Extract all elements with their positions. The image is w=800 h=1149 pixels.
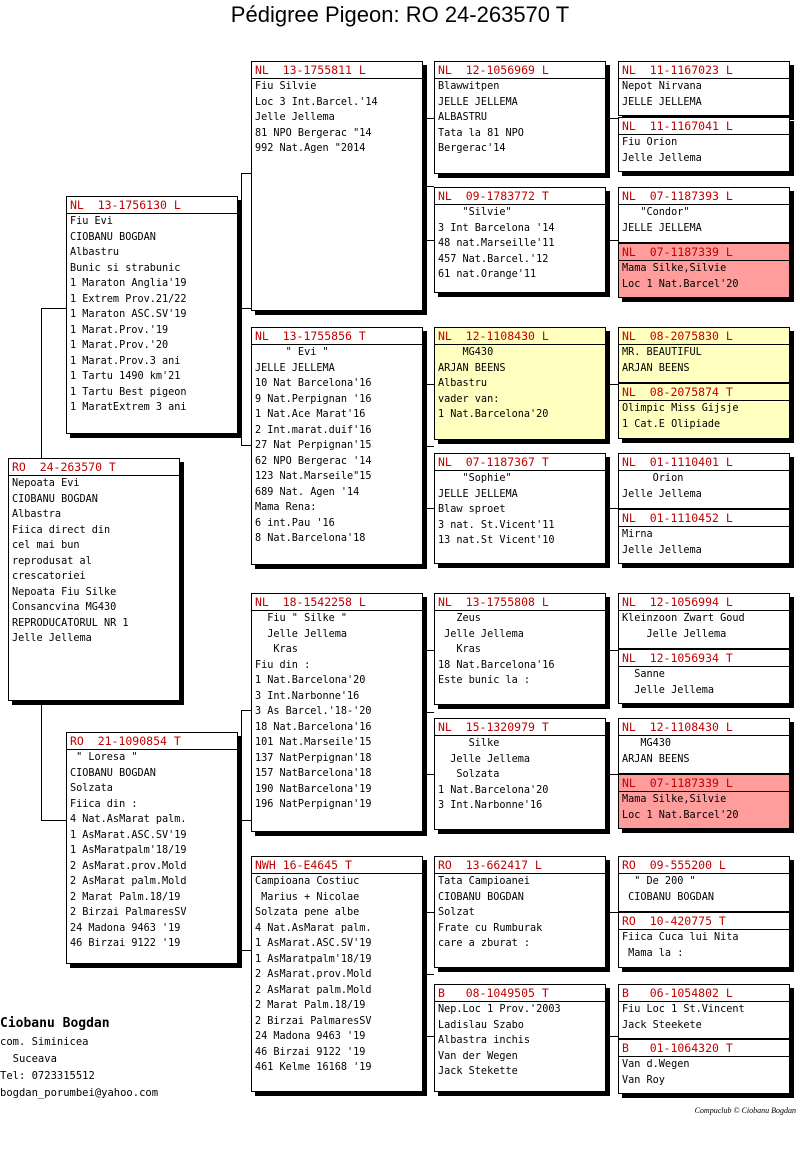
- connector-line: [241, 445, 251, 446]
- pigeon-info-line: Kras: [438, 644, 481, 655]
- ring-number: NL 07-1187393 L: [619, 188, 789, 205]
- pigeon-card: [434, 718, 606, 830]
- pigeon-card: [618, 327, 790, 383]
- pigeon-info-line: Mama la :: [622, 947, 684, 959]
- pigeon-info-line: Marius + Nicolae: [255, 891, 360, 903]
- ring-number: B 08-1049505 T: [435, 985, 605, 1002]
- connector-line: [426, 912, 434, 913]
- pigeon-info-line: Nep.Loc 1 Prov.'2003: [438, 1004, 561, 1015]
- pigeon-card: [434, 61, 606, 174]
- pigeon-info-line: 2 Birzai PalmaresSV: [255, 1015, 372, 1027]
- pigeon-info-line: Solzata: [70, 783, 113, 794]
- connector-line: [423, 712, 434, 713]
- connector-line: [606, 650, 618, 651]
- pigeon-info-line: 1 Marat.Prov.'20: [70, 340, 169, 351]
- pigeon-info-line: Nepot Nirvana: [622, 81, 702, 92]
- pigeon-info-line: Ladislau Szabo: [438, 1019, 524, 1031]
- pigeon-card: [618, 593, 790, 649]
- pigeon-info-line: 196 NatPerpignan'19: [255, 799, 372, 810]
- pigeon-info-line: 101 Nat.Marseile'15: [255, 737, 372, 748]
- ring-number: NL 07-1187367 T: [435, 454, 605, 471]
- ring-number: NL 18-1542258 L: [252, 594, 422, 611]
- pigeon-info-line: JELLE JELLEMA: [438, 96, 518, 108]
- connector-line: [423, 974, 434, 975]
- pigeon-card: [618, 718, 790, 774]
- pigeon-info-line: 6 int.Pau '16: [255, 517, 335, 529]
- pigeon-info-line: care a zburat :: [438, 938, 531, 949]
- pigeon-info-line: Tata la 81 NPO: [438, 127, 524, 139]
- connector-line: [426, 774, 434, 775]
- pigeon-info-line: Sanne: [622, 669, 665, 680]
- connector-line: [426, 912, 427, 1036]
- pigeon-info-line: 2 AsMarat palm.Mold: [70, 876, 187, 887]
- software-credit: Compuclub © Ciobanu Bogdan: [694, 1106, 796, 1115]
- ring-number: RO 09-555200 L: [619, 857, 789, 874]
- ring-number: B 06-1054802 L: [619, 985, 789, 1002]
- pigeon-info-line: 62 NPO Bergerac '14: [255, 455, 372, 467]
- pigeon-info-line: 1 Extrem Prov.21/22: [70, 293, 187, 305]
- pigeon-info-line: Kleinzoon Zwart Goud: [622, 613, 745, 624]
- owner-address-line: com. Siminicea: [0, 1036, 89, 1048]
- pigeon-card: [618, 774, 790, 829]
- pigeon-info-line: Jelle Jellema: [622, 488, 702, 500]
- pigeon-info-line: ALBASTRU: [438, 112, 488, 123]
- ring-number: NL 12-1056994 L: [619, 594, 789, 611]
- pigeon-info-line: Kras: [255, 644, 298, 655]
- pigeon-info-line: 190 NatBarcelona'19: [255, 783, 372, 795]
- pigeon-info-line: 1 AsMarat.ASC.SV'19: [70, 829, 187, 841]
- pigeon-info-line: 4 Nat.AsMarat palm.: [70, 814, 187, 825]
- ring-number: NL 12-1056934 T: [619, 650, 789, 667]
- connector-line: [426, 384, 427, 508]
- pigeon-info-line: Jelle Jellema: [12, 633, 92, 644]
- pigeon-info-line: Jelle Jellema: [438, 753, 531, 765]
- owner-address-line: Suceava: [0, 1053, 57, 1065]
- pigeon-card: [434, 187, 606, 293]
- pigeon-info-line: JELLE JELLEMA: [255, 362, 335, 374]
- ring-number: RO 21-1090854 T: [67, 733, 237, 750]
- connector-line: [241, 173, 242, 445]
- owner-name: Ciobanu Bogdan: [0, 1016, 110, 1031]
- pigeon-card: [618, 856, 790, 912]
- connector-line: [238, 820, 251, 821]
- pigeon-info-line: 3 Int.Narbonne'16: [438, 800, 543, 811]
- ring-number: B 01-1064320 T: [619, 1040, 789, 1057]
- ring-number: NL 09-1783772 T: [435, 188, 605, 205]
- pigeon-info-line: " De 200 ": [622, 876, 696, 887]
- pigeon-info-line: Blaw sproet: [438, 504, 506, 515]
- connector-line: [41, 820, 66, 821]
- pigeon-info-line: Fiu Orion: [622, 137, 678, 148]
- pigeon-info-line: 27 Nat Perpignan'15: [255, 440, 372, 451]
- pigeon-info-line: 1 Tartu Best pigeon: [70, 386, 187, 398]
- pigeon-info-line: Fiu Evi: [70, 216, 113, 227]
- connector-line: [426, 240, 434, 241]
- pigeon-info-line: " Evi ": [255, 347, 329, 358]
- pigeon-info-line: Bergerac'14: [438, 143, 506, 154]
- ring-number: NL 13-1755856 T: [252, 328, 422, 345]
- connector-line: [241, 950, 251, 951]
- pigeon-info-line: Jelle Jellema: [622, 684, 715, 696]
- pigeon-info-line: Solzata pene albe: [255, 907, 360, 918]
- pigeon-info-line: Jelle Jellema: [622, 152, 702, 164]
- pigeon-info-line: Jelle Jellema: [255, 628, 348, 640]
- connector-line: [41, 308, 42, 460]
- connector-line: [241, 710, 242, 950]
- pigeon-info-line: REPRODUCATORUL NR 1: [12, 617, 129, 629]
- pigeon-info-line: Olimpic Miss Gijsje: [622, 403, 739, 414]
- pigeon-info-line: Albastru: [70, 247, 120, 258]
- pigeon-info-line: 1 Cat.E Olipiade: [622, 418, 721, 430]
- pigeon-info-line: 2 Int.marat.duif'16: [255, 424, 372, 436]
- pigeon-info-line: 3 Int Barcelona '14: [438, 222, 555, 234]
- pigeon-card: [434, 593, 606, 705]
- ring-number: NL 08-2075874 T: [619, 384, 789, 401]
- pigeon-card: [251, 61, 423, 311]
- pigeon-info-line: "Sophie": [438, 473, 512, 484]
- pigeon-info-line: " Loresa ": [70, 752, 138, 763]
- pigeon-info-line: Albastra: [12, 509, 62, 520]
- pigeon-info-line: 61 nat.Orange'11: [438, 269, 537, 280]
- connector-line: [426, 384, 434, 385]
- pigeon-info-line: 46 Birzai 9122 '19: [70, 938, 181, 949]
- pigeon-info-line: 992 Nat.Agen "2014: [255, 143, 366, 154]
- pigeon-info-line: Campioana Costiuc: [255, 876, 360, 887]
- pigeon-info-line: cel mai bun: [12, 540, 80, 551]
- pigeon-info-line: 689 Nat. Agen '14: [255, 486, 360, 498]
- pigeon-info-line: 8 Nat.Barcelona'18: [255, 533, 366, 544]
- pigeon-card: [618, 1039, 790, 1094]
- pigeon-info-line: 81 NPO Bergerac "14: [255, 127, 372, 139]
- connector-line: [423, 186, 434, 187]
- pigeon-info-line: 2 AsMarat.prov.Mold: [70, 860, 187, 872]
- pigeon-info-line: Van Roy: [622, 1074, 665, 1086]
- pigeon-info-line: ARJAN BEENS: [438, 362, 506, 374]
- pigeon-info-line: Este bunic la :: [438, 675, 531, 686]
- pigeon-info-line: Nepoata Fiu Silke: [12, 586, 117, 598]
- pigeon-card: [66, 196, 238, 434]
- pigeon-info-line: Nepoata Evi: [12, 478, 80, 489]
- ring-number: NL 12-1108430 L: [435, 328, 605, 345]
- pigeon-info-line: 24 Madona 9463 '19: [255, 1031, 366, 1042]
- pigeon-card: [618, 649, 790, 704]
- pigeon-info-line: Solzata: [438, 769, 500, 780]
- pigeon-info-line: Orion: [622, 473, 684, 484]
- pigeon-info-line: 46 Birzai 9122 '19: [255, 1046, 366, 1058]
- pigeon-info-line: Loc 3 Int.Barcel.'14: [255, 96, 378, 108]
- pigeon-info-line: Fiu " Silke ": [255, 613, 348, 624]
- pigeon-info-line: 4 Nat.AsMarat palm.: [255, 922, 372, 934]
- pigeon-info-line: 18 Nat.Barcelona'16: [438, 659, 555, 671]
- pigeon-info-line: Fiica direct din: [12, 524, 111, 536]
- connector-line: [241, 710, 251, 711]
- pigeon-info-line: Jelle Jellema: [255, 112, 335, 123]
- pigeon-info-line: 1 Maraton ASC.SV'19: [70, 309, 187, 320]
- pigeon-info-line: ARJAN BEENS: [622, 753, 690, 765]
- pigeon-info-line: Fiu Silvie: [255, 81, 317, 92]
- pigeon-info-line: 18 Nat.Barcelona'16: [255, 721, 372, 733]
- pigeon-info-line: 1 Marat.Prov.'19: [70, 324, 169, 336]
- pigeon-info-line: MR. BEAUTIFUL: [622, 347, 702, 358]
- connector-line: [241, 173, 251, 174]
- pigeon-info-line: crescatoriei: [12, 571, 86, 582]
- connector-line: [606, 774, 618, 775]
- pigeon-info-line: 13 nat.St Vicent'10: [438, 535, 555, 546]
- ring-number: NL 12-1056969 L: [435, 62, 605, 79]
- pigeon-info-line: Bunic si strabunic: [70, 262, 181, 274]
- pigeon-card: [8, 458, 180, 701]
- pigeon-info-line: Mirna: [622, 529, 653, 540]
- ring-number: NL 12-1108430 L: [619, 719, 789, 736]
- pigeon-card: [618, 243, 790, 298]
- pigeon-info-line: JELLE JELLEMA: [622, 222, 702, 234]
- ring-number: RO 10-420775 T: [619, 913, 789, 930]
- pigeon-info-line: 48 nat.Marseille'11: [438, 238, 555, 249]
- pigeon-info-line: 1 Tartu 1490 km'21: [70, 371, 181, 382]
- pigeon-info-line: Jelle Jellema: [622, 628, 727, 640]
- pigeon-info-line: 1 Nat.Barcelona'20: [438, 784, 549, 796]
- ring-number: NL 11-1167041 L: [619, 118, 789, 135]
- pigeon-card: [66, 732, 238, 964]
- pigeon-info-line: 123 Nat.Marseile"15: [255, 471, 372, 482]
- pigeon-card: [434, 984, 606, 1092]
- pigeon-info-line: Fiica Cuca lui Nita: [622, 932, 739, 943]
- connector-line: [606, 912, 618, 913]
- pigeon-info-line: Fiica din :: [70, 798, 138, 810]
- pigeon-info-line: 1 AsMarat.ASC.SV'19: [255, 938, 372, 949]
- pigeon-card: [618, 509, 790, 564]
- ring-number: NL 13-1755808 L: [435, 594, 605, 611]
- connector-line: [606, 508, 618, 509]
- pigeon-info-line: JELLE JELLEMA: [622, 96, 702, 108]
- pigeon-info-line: Solzat: [438, 907, 475, 918]
- pigeon-info-line: Jelle Jellema: [622, 544, 702, 556]
- pigeon-info-line: 1 Nat.Barcelona'20: [438, 409, 549, 420]
- connector-line: [606, 1036, 618, 1037]
- connector-line: [426, 650, 427, 774]
- connector-line: [41, 701, 42, 821]
- pigeon-info-line: 1 AsMaratpalm'18/19: [255, 953, 372, 965]
- pigeon-info-line: CIOBANU BOGDAN: [622, 891, 715, 903]
- ring-number: NL 11-1167023 L: [619, 62, 789, 79]
- pigeon-info-line: 2 Birzai PalmaresSV: [70, 907, 187, 918]
- pigeon-info-line: Albastru: [438, 378, 488, 389]
- pigeon-card: [251, 593, 423, 832]
- pigeon-card: [434, 856, 606, 968]
- pigeon-info-line: Frate cu Rumburak: [438, 922, 543, 934]
- pigeon-card: [434, 453, 606, 564]
- pigeon-info-line: 2 AsMarat palm.Mold: [255, 984, 372, 996]
- pigeon-info-line: 461 Kelme 16168 '19: [255, 1062, 372, 1073]
- pigeon-info-line: ARJAN BEENS: [622, 362, 690, 374]
- connector-line: [423, 446, 434, 447]
- pigeon-info-line: 3 Int.Narbonne'16: [255, 690, 360, 702]
- connector-line: [426, 1036, 434, 1037]
- pigeon-info-line: 457 Nat.Barcel.'12: [438, 253, 549, 265]
- pigeon-info-line: Jelle Jellema: [438, 628, 524, 640]
- connector-line: [426, 508, 434, 509]
- pigeon-info-line: "Condor": [622, 207, 690, 218]
- connector-line: [606, 384, 618, 385]
- pigeon-card: [618, 61, 790, 116]
- pigeon-info-line: Van der Wegen: [438, 1050, 518, 1062]
- pigeon-info-line: Loc 1 Nat.Barcel'20: [622, 278, 739, 290]
- pigeon-info-line: vader van:: [438, 393, 500, 405]
- connector-line: [426, 118, 427, 240]
- ring-number: NL 07-1187339 L: [619, 775, 789, 792]
- ring-number: NL 01-1110452 L: [619, 510, 789, 527]
- pigeon-info-line: Zeus: [438, 613, 481, 624]
- connector-line: [238, 308, 251, 309]
- pigeon-info-line: 2 AsMarat.prov.Mold: [255, 969, 372, 980]
- owner-email: bogdan_porumbei@yahoo.com: [0, 1087, 159, 1099]
- pigeon-info-line: CIOBANU BOGDAN: [70, 767, 156, 779]
- pigeon-info-line: CIOBANU BOGDAN: [70, 231, 156, 243]
- connector-line: [606, 118, 618, 119]
- pigeon-card: [251, 856, 423, 1092]
- pigeon-info-line: CIOBANU BOGDAN: [438, 891, 524, 903]
- ring-number: RO 24-263570 T: [9, 459, 179, 476]
- pigeon-info-line: JELLE JELLEMA: [438, 488, 518, 500]
- pigeon-info-line: 1 Marat.Prov.3 ani: [70, 355, 181, 367]
- pigeon-info-line: 1 Maraton Anglia'19: [70, 278, 187, 289]
- pigeon-info-line: Fiu din :: [255, 659, 311, 671]
- pigeon-card: [618, 984, 790, 1039]
- ring-number: NL 13-1755811 L: [252, 62, 422, 79]
- pigeon-info-line: 2 Marat Palm.18/19: [255, 1000, 366, 1011]
- pigeon-info-line: 10 Nat Barcelona'16: [255, 378, 372, 389]
- pigeon-info-line: CIOBANU BOGDAN: [12, 493, 98, 505]
- pigeon-info-line: Mama Rena:: [255, 502, 317, 513]
- pigeon-card: [434, 327, 606, 440]
- pigeon-info-line: Loc 1 Nat.Barcel'20: [622, 809, 739, 821]
- pigeon-info-line: 1 MaratExtrem 3 ani: [70, 402, 187, 413]
- pigeon-info-line: 1 Nat.Barcelona'20: [255, 675, 366, 686]
- pigeon-info-line: 1 AsMaratpalm'18/19: [70, 845, 187, 856]
- pigeon-card: [251, 327, 423, 565]
- pigeon-info-line: 137 NatPerpignan'18: [255, 752, 372, 764]
- pigeon-info-line: 3 nat. St.Vicent'11: [438, 519, 555, 531]
- pigeon-card: [618, 453, 790, 509]
- ring-number: NL 15-1320979 T: [435, 719, 605, 736]
- pigeon-info-line: 9 Nat.Perpignan '16: [255, 393, 372, 405]
- connector-line: [426, 118, 434, 119]
- pigeon-info-line: MG430: [622, 738, 672, 749]
- pigeon-info-line: 2 Marat Palm.18/19: [70, 891, 181, 903]
- pigeon-info-line: 3 As Barcel.'18-'20: [255, 706, 372, 717]
- connector-line: [41, 308, 66, 309]
- pigeon-info-line: Tata Campioanei: [438, 876, 531, 887]
- pigeon-card: [618, 117, 790, 172]
- pigeon-info-line: 157 NatBarcelona'18: [255, 768, 372, 779]
- pigeon-info-line: Albastra inchis: [438, 1035, 531, 1046]
- pigeon-info-line: Consancvina MG430: [12, 602, 117, 613]
- pigeon-info-line: MG430: [438, 347, 494, 358]
- pigeon-info-line: 24 Madona 9463 '19: [70, 922, 181, 934]
- ring-number: NL 07-1187339 L: [619, 244, 789, 261]
- pigeon-info-line: 1 Nat.Ace Marat'16: [255, 409, 366, 420]
- pigeon-card: [618, 383, 790, 439]
- pigeon-info-line: Blawwitpen: [438, 81, 500, 92]
- ring-number: NL 01-1110401 L: [619, 454, 789, 471]
- ring-number: NL 13-1756130 L: [67, 197, 237, 214]
- pigeon-info-line: Van d.Wegen: [622, 1059, 690, 1070]
- ring-number: NL 08-2075830 L: [619, 328, 789, 345]
- connector-line: [426, 650, 434, 651]
- pigeon-card: [618, 912, 790, 968]
- pigeon-info-line: Mama Silke,Silvie: [622, 794, 727, 805]
- pigeon-info-line: Jack Steekete: [622, 1019, 702, 1031]
- owner-phone: Tel: 0723315512: [0, 1070, 95, 1082]
- pigeon-info-line: "Silvie": [438, 207, 512, 218]
- ring-number: RO 13-662417 L: [435, 857, 605, 874]
- ring-number: NWH 16-E4645 T: [252, 857, 422, 874]
- page-title: Pédigree Pigeon: RO 24-263570 T: [230, 2, 570, 27]
- connector-line: [606, 240, 618, 241]
- pigeon-info-line: Jack Stekette: [438, 1066, 518, 1077]
- pigeon-info-line: reprodusat al: [12, 555, 92, 567]
- pigeon-info-line: Mama Silke,Silvie: [622, 263, 727, 274]
- pigeon-card: [618, 187, 790, 243]
- pigeon-info-line: Silke: [438, 738, 500, 749]
- pigeon-info-line: Fiu Loc 1 St.Vincent: [622, 1004, 745, 1015]
